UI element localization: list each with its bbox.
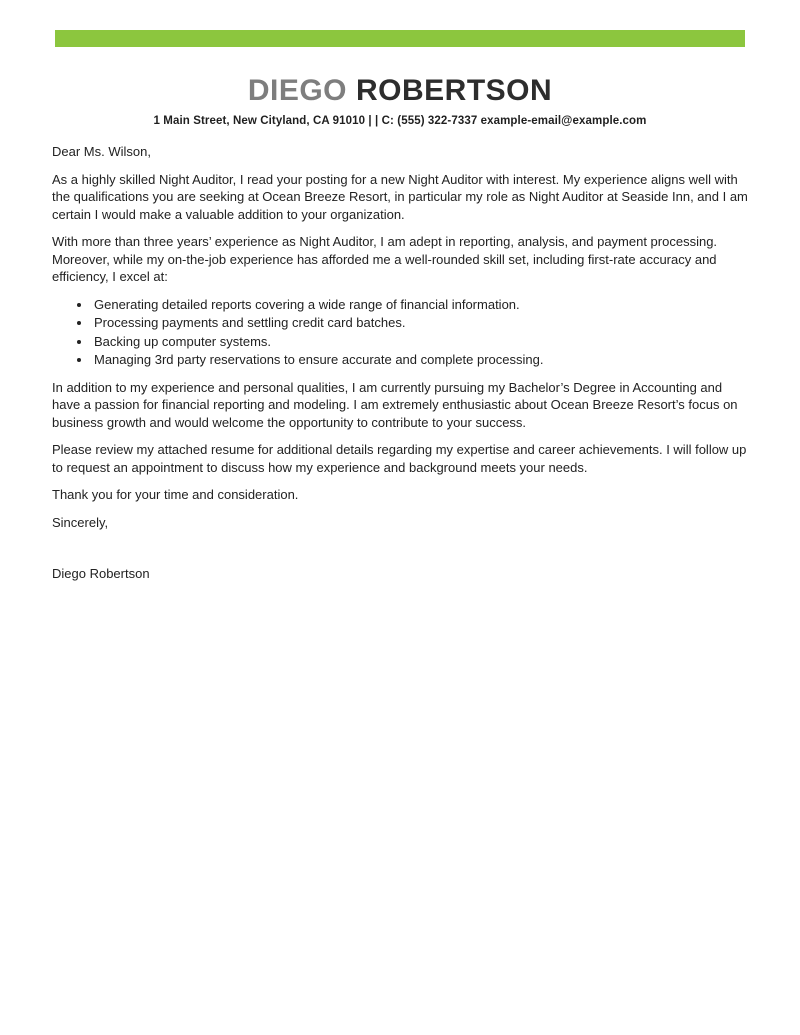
bullet-item: • Processing payments and settling credit card batches. bbox=[92, 314, 748, 332]
bullet-item: • Generating detailed reports covering a wide range of financial information. bbox=[92, 296, 748, 314]
applicant-name bbox=[0, 74, 800, 107]
contact-line: 1 Main Street, New Cityland, CA 91010 | | C: (555) 322-7337 example-email@example.com bbox=[153, 115, 647, 127]
body-paragraph-2: With more than three years’ experience as Night Auditor, I am adept in reporting, analysis, and payment processing. Moreover, while my on-the-job experience has afforded me a well-rounded skill set, including first-rate accuracy and efficiency, I excel at: bbox=[52, 234, 718, 284]
thanks-line: Thank you for your time and consideration. bbox=[52, 487, 299, 502]
letter-body bbox=[0, 127, 800, 583]
closing-line: Sincerely, bbox=[52, 514, 109, 530]
body-paragraph-3: In addition to my experience and personal qualities, I am currently pursuing my Bachelor’s Degree in Accounting and have a passion for financial reporting and modeling. I am extremely enthusiastic about Ocean Breeze Resort’s focus on business growth and would welcome the opportunity to contribute to your success. bbox=[52, 379, 738, 430]
body-paragraph-1: As a highly skilled Night Auditor, I read your posting for a new Night Auditor with interest. My experience aligns well with the qualifications you are seeking at Ocean Breeze Resort, in particular my role as Night Auditor at Seaside Inn, and I am certain I would make a valuable addition to your organization. bbox=[52, 171, 748, 222]
body-paragraph-4: Please review my attached resume for additional details regarding my expertise and career achievements. I will follow up to request an appointment to discuss how my experience and background meets your needs. bbox=[52, 442, 747, 475]
bullet-item: • Managing 3rd party reservations to ensure accurate and complete processing. bbox=[92, 351, 748, 369]
bullet-item: • Backing up computer systems. bbox=[92, 333, 748, 351]
applicant-first-name: DIEGO bbox=[247, 74, 347, 107]
applicant-last-name: ROBERTSON bbox=[356, 74, 553, 107]
salutation: Dear Ms. Wilson, bbox=[52, 144, 151, 159]
accent-bar bbox=[55, 30, 745, 47]
signature-name: Diego Robertson bbox=[52, 566, 150, 581]
skills-bullet-list bbox=[52, 296, 748, 369]
letter-header bbox=[0, 0, 800, 127]
